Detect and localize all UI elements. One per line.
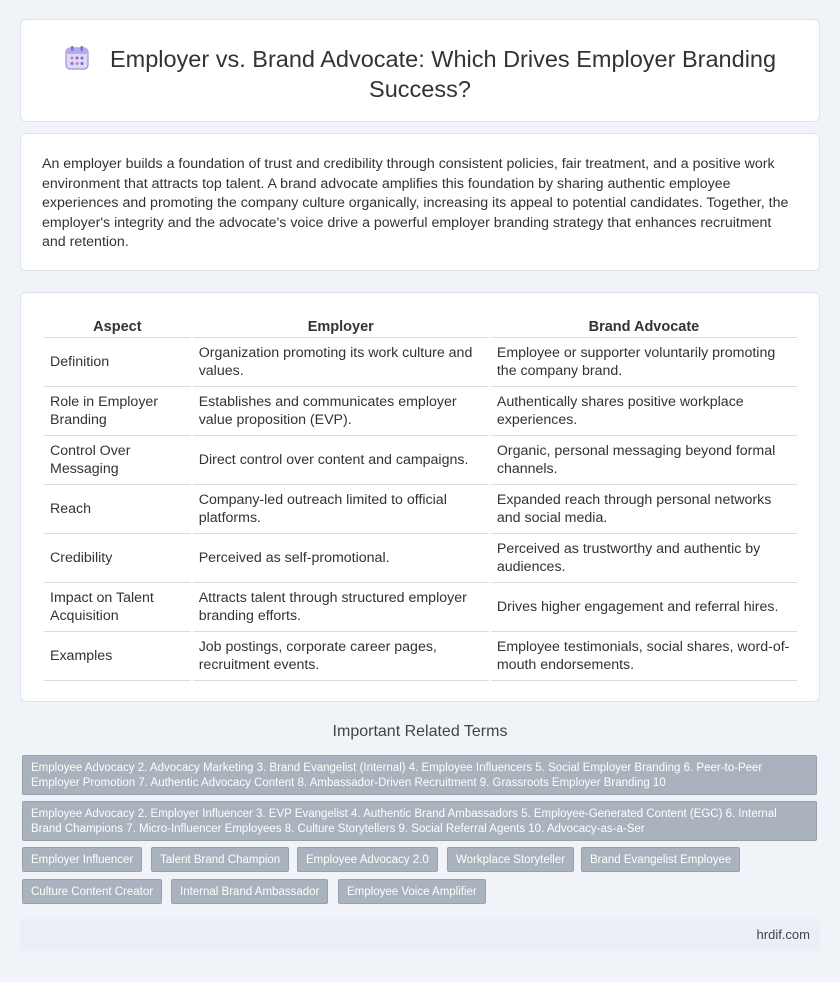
cell-brand-advocate: Expanded reach through personal networks and social media. — [491, 485, 797, 534]
table-row — [44, 387, 797, 436]
table-row — [44, 583, 797, 632]
table-row — [44, 338, 797, 387]
cell-brand-advocate: Perceived as trustworthy and authentic by audiences. — [491, 534, 797, 583]
table-row — [44, 485, 797, 534]
related-tag[interactable]: Employer Influencer — [22, 847, 142, 872]
table-row — [44, 436, 797, 485]
footer-site-link[interactable]: hrdif.com — [756, 927, 810, 942]
cell-employer: Establishes and communicates employer value proposition (EVP). — [193, 387, 489, 436]
related-tag[interactable]: Talent Brand Champion — [151, 847, 289, 872]
related-tag[interactable]: Internal Brand Ambassador — [171, 879, 328, 904]
comparison-table — [42, 314, 799, 681]
table-row — [44, 632, 797, 681]
cell-employer: Direct control over content and campaigns. — [193, 436, 489, 485]
related-tag[interactable]: Employee Voice Amplifier — [338, 879, 486, 904]
related-tag-long[interactable]: Employee Advocacy 2. Employer Influencer 3. EVP Evangelist 4. Authentic Brand Ambassadors 5. Employee-Generated Content (EGC) 6. Internal Brand Champions 7. Micro-Influencer Employees 8. Culture Storytellers 9. Social Referral Agents 10. Advocacy-as-a-Ser — [22, 801, 817, 841]
cell-aspect: Control Over Messaging — [44, 436, 191, 485]
footer — [20, 919, 820, 951]
cell-employer: Company-led outreach limited to official platforms. — [193, 485, 489, 534]
related-tag[interactable]: Brand Evangelist Employee — [581, 847, 740, 872]
comparison-table-card — [20, 292, 820, 702]
page-title — [61, 44, 779, 104]
cell-aspect: Impact on Talent Acquisition — [44, 583, 191, 632]
cell-aspect: Definition — [44, 338, 191, 387]
header-aspect: Aspect — [44, 314, 191, 338]
related-tag[interactable]: Workplace Storyteller — [447, 847, 574, 872]
cell-aspect: Examples — [44, 632, 191, 681]
calendar-icon — [64, 45, 90, 71]
page-title-text: Employer vs. Brand Advocate: Which Drives Employer Branding Success? — [109, 46, 777, 102]
cell-employer: Organization promoting its work culture and values. — [193, 338, 489, 387]
header-card — [20, 19, 820, 122]
related-terms-title: Important Related Terms — [332, 723, 508, 740]
table-row — [44, 534, 797, 583]
table-header-row — [44, 314, 797, 338]
cell-aspect: Credibility — [44, 534, 191, 583]
cell-aspect: Role in Employer Branding — [44, 387, 191, 436]
cell-employer: Job postings, corporate career pages, recruitment events. — [193, 632, 489, 681]
related-tag[interactable]: Culture Content Creator — [22, 879, 162, 904]
cell-brand-advocate: Authentically shares positive workplace experiences. — [491, 387, 797, 436]
cell-employer: Perceived as self-promotional. — [193, 534, 489, 583]
cell-employer: Attracts talent through structured employer branding efforts. — [193, 583, 489, 632]
header-brand-advocate: Brand Advocate — [491, 314, 797, 338]
related-tag-long[interactable]: Employee Advocacy 2. Advocacy Marketing 3. Brand Evangelist (Internal) 4. Employee Influencers 5. Social Employer Branding 6. Peer-to-Peer Employer Promotion 7. Authentic Advocacy Content 8. Ambassador-Driven Recruitment 9. Grassroots Employer Branding 10 — [22, 755, 817, 795]
cell-brand-advocate: Employee testimonials, social shares, word-of-mouth endorsements. — [491, 632, 797, 681]
intro-paragraph: An employer builds a foundation of trust and credibility through consistent policies, fair treatment, and a positive work environment that attracts top talent. A brand advocate amplifies this foundation by sharing authentic employee experiences and promoting the company culture organically, increasing its appeal to potential candidates. Together, the employer's integrity and the advocate's voice drive a powerful employer branding strategy that enhances recruitment and retention. — [42, 156, 789, 250]
cell-brand-advocate: Organic, personal messaging beyond formal channels. — [491, 436, 797, 485]
header-employer: Employer — [193, 314, 489, 338]
cell-aspect: Reach — [44, 485, 191, 534]
cell-brand-advocate: Employee or supporter voluntarily promoting the company brand. — [491, 338, 797, 387]
cell-brand-advocate: Drives higher engagement and referral hires. — [491, 583, 797, 632]
intro-card — [20, 133, 820, 271]
related-tag[interactable]: Employee Advocacy 2.0 — [297, 847, 438, 872]
